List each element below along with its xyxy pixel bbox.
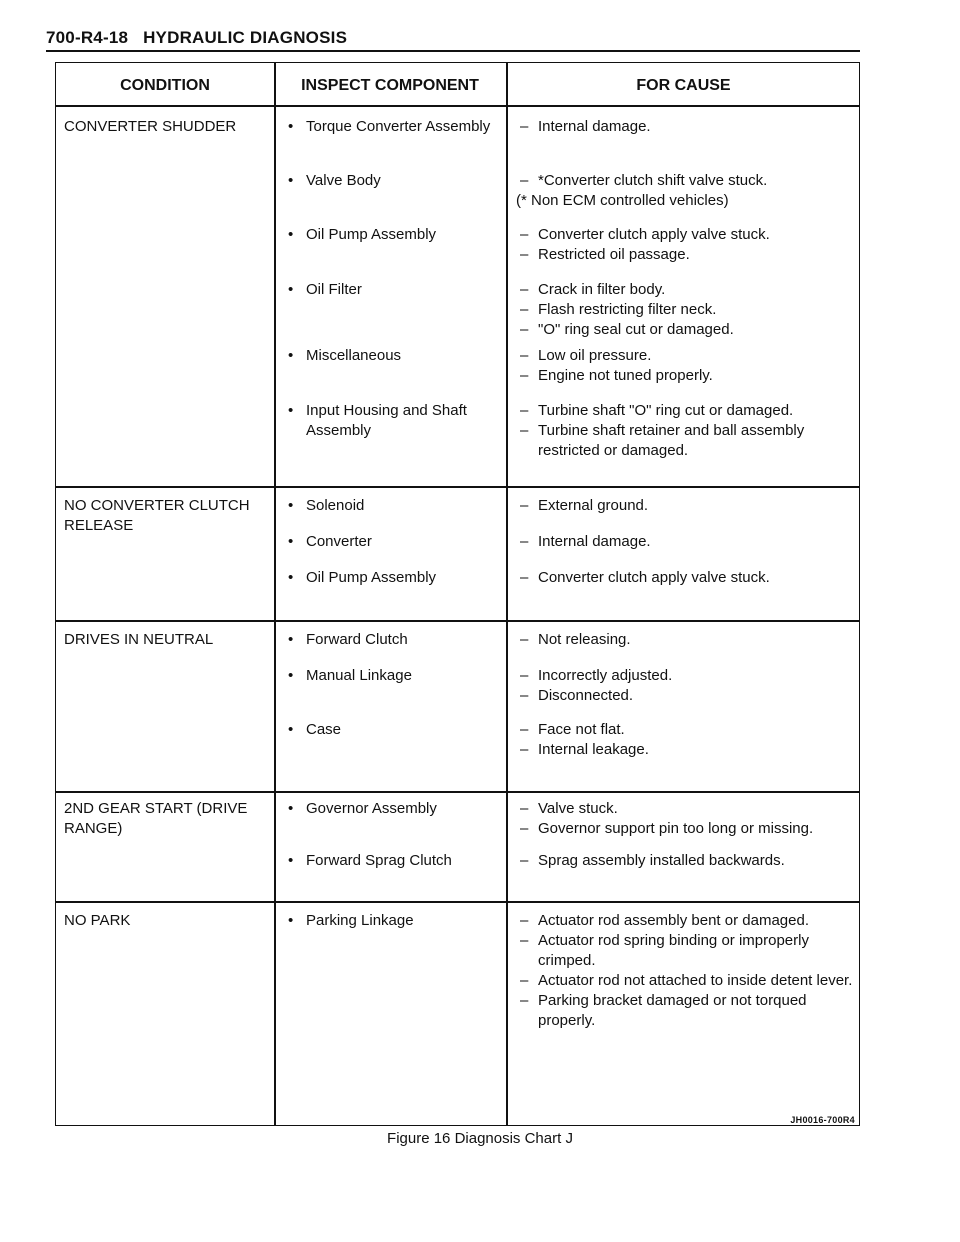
- cause-item: – Converter clutch apply valve stuck.: [520, 569, 770, 586]
- diagnosis-table: [55, 62, 860, 1126]
- section-rule: [56, 486, 859, 488]
- cause-item: – Disconnected.: [520, 687, 634, 704]
- component-item: • Oil Filter: [288, 281, 362, 298]
- cause-item: – Actuator rod not attached to inside detent lever.: [520, 972, 853, 989]
- component-item: • Converter: [288, 533, 372, 550]
- cause-list: [516, 720, 856, 760]
- bullet-icon: •: [288, 402, 294, 419]
- column-header-component: INSPECT COMPONENT: [301, 77, 479, 94]
- cause-item: – Valve stuck.: [520, 800, 618, 817]
- cause-item: – Parking bracket damaged or not torqued properly.: [520, 992, 807, 1029]
- cause-item: – External ground.: [520, 497, 649, 514]
- bullet-icon: •: [288, 533, 294, 550]
- figure-caption: Figure 16 Diagnosis Chart J: [387, 1130, 573, 1147]
- cause-item: – Engine not tuned properly.: [520, 367, 713, 384]
- cause-list: [516, 225, 856, 265]
- component-item: • Valve Body: [288, 172, 381, 189]
- component-item: • Oil Pump Assembly: [288, 226, 437, 243]
- cause-item: – Internal leakage.: [520, 741, 649, 758]
- cause-note: (* Non ECM controlled vehicles): [516, 192, 729, 209]
- cause-item: – Turbine shaft retainer and ball assembly restricted or damaged.: [520, 422, 805, 459]
- component-item: • Solenoid: [288, 497, 365, 514]
- bullet-icon: •: [288, 347, 294, 364]
- cause-item: – Internal damage.: [520, 533, 651, 550]
- cause-item: – Sprag assembly installed backwards.: [520, 852, 785, 869]
- cause-list: [516, 851, 856, 871]
- cause-item: – "O" ring seal cut or damaged.: [520, 321, 734, 338]
- cause-item: – Converter clutch apply valve stuck.: [520, 226, 770, 243]
- section-rule: [56, 791, 859, 793]
- figure-code: JH0016-700R4: [790, 1115, 855, 1125]
- bullet-icon: •: [288, 631, 294, 648]
- cause-list: [516, 171, 856, 211]
- bullet-icon: •: [288, 569, 294, 586]
- cause-list: [516, 799, 856, 839]
- column-divider: [506, 63, 508, 1125]
- column-header-condition: CONDITION: [120, 77, 210, 94]
- cause-item: – Actuator rod assembly bent or damaged.: [520, 912, 809, 929]
- section-rule: [56, 901, 859, 903]
- component-item: • Parking Linkage: [288, 912, 414, 929]
- bullet-icon: •: [288, 667, 294, 684]
- condition-label: NO PARK: [64, 912, 131, 929]
- page-title: HYDRAULIC DIAGNOSIS: [143, 28, 348, 47]
- bullet-icon: •: [288, 912, 294, 929]
- cause-item: – Incorrectly adjusted.: [520, 667, 673, 684]
- page-number: 700-R4-18: [46, 28, 129, 47]
- cause-item: – Restricted oil passage.: [520, 246, 690, 263]
- cause-list: [516, 666, 856, 706]
- cause-item: – Turbine shaft "O" ring cut or damaged.: [520, 402, 794, 419]
- cause-item: – Internal damage.: [520, 118, 651, 135]
- cause-list: [516, 532, 856, 552]
- condition-label: CONVERTER SHUDDER: [64, 118, 237, 135]
- component-item: • Oil Pump Assembly: [288, 569, 437, 586]
- cause-item: – *Converter clutch shift valve stuck.: [520, 172, 768, 189]
- cause-list: [516, 911, 856, 1031]
- column-divider: [274, 63, 276, 1125]
- component-item: • Input Housing and Shaft Assembly: [288, 402, 467, 439]
- component-item: • Manual Linkage: [288, 667, 412, 684]
- page-header: [46, 28, 860, 52]
- bullet-icon: •: [288, 118, 294, 135]
- bullet-icon: •: [288, 226, 294, 243]
- cause-item: – Actuator rod spring binding or improperly crimped.: [520, 932, 809, 969]
- cause-list: [516, 117, 856, 137]
- bullet-icon: •: [288, 281, 294, 298]
- cause-list: [516, 280, 856, 340]
- component-item: • Forward Clutch: [288, 631, 408, 648]
- condition-label: 2ND GEAR START (DRIVE RANGE): [64, 800, 248, 837]
- cause-item: – Crack in filter body.: [520, 281, 666, 298]
- bullet-icon: •: [288, 852, 294, 869]
- cause-item: – Governor support pin too long or missing.: [520, 820, 814, 837]
- cause-item: – Low oil pressure.: [520, 347, 652, 364]
- cause-list: [516, 346, 856, 386]
- condition-label: NO CONVERTER CLUTCH RELEASE: [64, 497, 250, 534]
- cause-item: – Face not flat.: [520, 721, 625, 738]
- bullet-icon: •: [288, 721, 294, 738]
- cause-item: – Flash restricting filter neck.: [520, 301, 717, 318]
- component-item: • Forward Sprag Clutch: [288, 852, 452, 869]
- component-item: • Miscellaneous: [288, 347, 402, 364]
- condition-label: DRIVES IN NEUTRAL: [64, 631, 214, 648]
- bullet-icon: •: [288, 172, 294, 189]
- bullet-icon: •: [288, 497, 294, 514]
- cause-list: [516, 496, 856, 516]
- column-header-cause: FOR CAUSE: [636, 77, 731, 94]
- component-item: • Governor Assembly: [288, 800, 437, 817]
- cause-item: – Not releasing.: [520, 631, 631, 648]
- cause-list: [516, 630, 856, 650]
- cause-list: [516, 401, 856, 461]
- bullet-icon: •: [288, 800, 294, 817]
- section-rule: [56, 620, 859, 622]
- header-rule: [56, 105, 859, 107]
- component-item: • Torque Converter Assembly: [288, 118, 491, 135]
- component-item: • Case: [288, 721, 342, 738]
- cause-list: [516, 568, 856, 588]
